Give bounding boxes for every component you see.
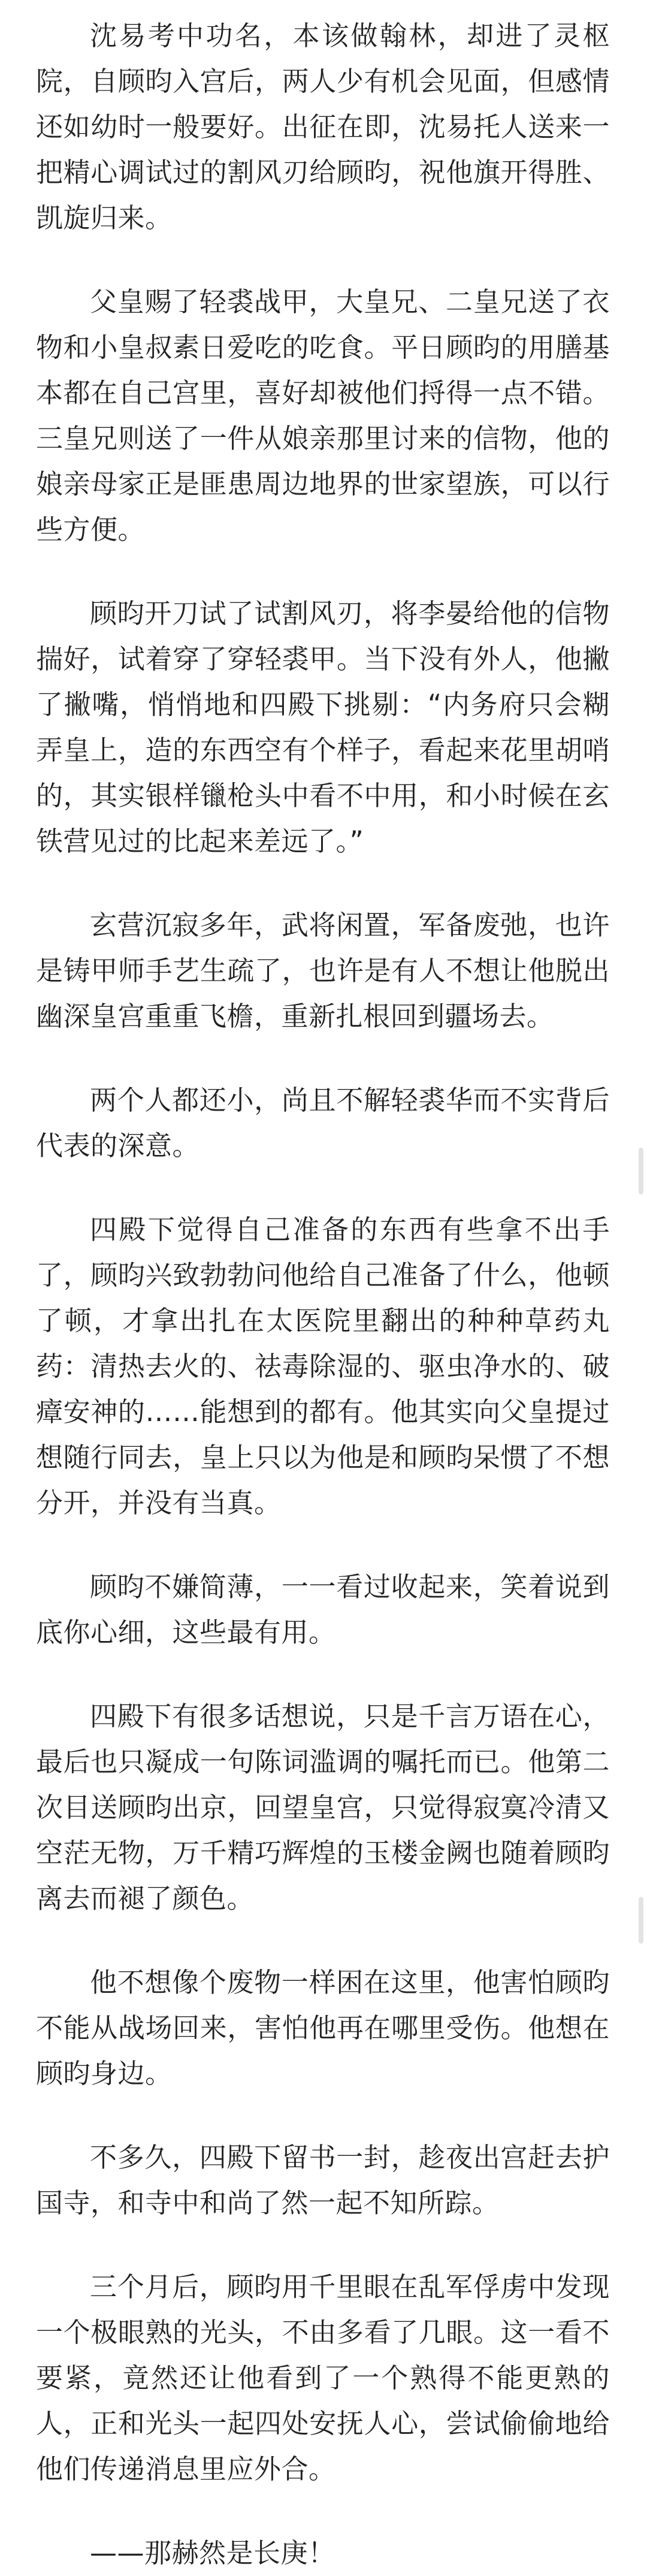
paragraph-2: 父皇赐了轻裘战甲，大皇兄、二皇兄送了衣物和小皇叔素日爱吃的吃食。平日顾昀的用膳基本都在自己宫里，喜好却被他们捋得一点不错。三皇兄则送了一件从娘亲那里讨来的信物，他的娘亲母家正是匪患周边地界的世家望族，可以行些方便。 (36, 286, 610, 545)
paragraph-5: 两个人都还小，尚且不解轻裘华而不实背后代表的深意。 (36, 1084, 610, 1162)
paragraph-1: 沈易考中功名，本该做翰林，却进了灵枢院，自顾昀入宫后，两人少有机会见面，但感情还如幼时一般要好。出征在即，沈易托人送来一把精心调试过的割风刃给顾昀，祝他旗开得胜、凯旋归来。 (36, 20, 610, 234)
paragraph-9: 他不想像个废物一样困在这里，他害怕顾昀不能从战场回来，害怕他再在哪里受伤。他想在顾昀身边。 (36, 1966, 610, 2089)
paragraph-8: 四殿下有很多话想说，只是千言万语在心，最后也只凝成一句陈词滥调的嘱托而已。他第二次目送顾昀出京，回望皇宫，只觉得寂寞冷清又空茫无物，万千精巧辉煌的玉楼金阙也随着顾昀离去而褪了颜色。 (36, 1700, 610, 1914)
paragraph-6: 四殿下觉得自己准备的东西有些拿不出手了，顾昀兴致勃勃问他给自己准备了什么，他顿了顿，才拿出扎在太医院里翻出的种种草药丸药：清热去火的、祛毒除湿的、驱虫净水的、破瘴安神的……能想到的都有。他其实向父皇提过想随行同去，皇上只以为他是和顾昀呆惯了不想分开，并没有当真。 (36, 1214, 610, 1519)
scroll-indicator[interactable] (639, 1148, 643, 1195)
paragraph-3: 顾昀开刀试了试割风刃，将李晏给他的信物揣好，试着穿了穿轻裘甲。当下没有外人，他撇了撇嘴，悄悄地和四殿下挑剔：“内务府只会糊弄皇上，造的东西空有个样子，看起来花里胡哨的，其实银样镴枪头中看不中用，和小时候在玄铁营见过的比起来差远了。” (36, 598, 610, 857)
paragraph-10: 不多久，四殿下留书一封，趁夜出宫赶去护国寺，和寺中和尚了然一起不知所踪。 (36, 2141, 610, 2219)
paragraph-4: 玄营沉寂多年，武将闲置，军备废弛，也许是铸甲师手艺生疏了，也许是有人不想让他脱出幽深皇宫重重飞檐，重新扎根回到疆场去。 (36, 909, 610, 1032)
paragraph-7: 顾昀不嫌简薄，一一看过收起来，笑着说到底你心细，这些最有用。 (36, 1571, 610, 1648)
scroll-indicator[interactable] (639, 1897, 643, 1944)
paragraph-12: ——那赫然是长庚！ (90, 2537, 335, 2569)
paragraph-11: 三个月后，顾昀用千里眼在乱军俘虏中发现一个极眼熟的光头，不由多看了几眼。这一看不要紧，竟然还让他看到了一个熟得不能更熟的人，正和光头一起四处安抚人心，尝试偷偷地给他们传递消息里应外合。 (36, 2271, 610, 2485)
